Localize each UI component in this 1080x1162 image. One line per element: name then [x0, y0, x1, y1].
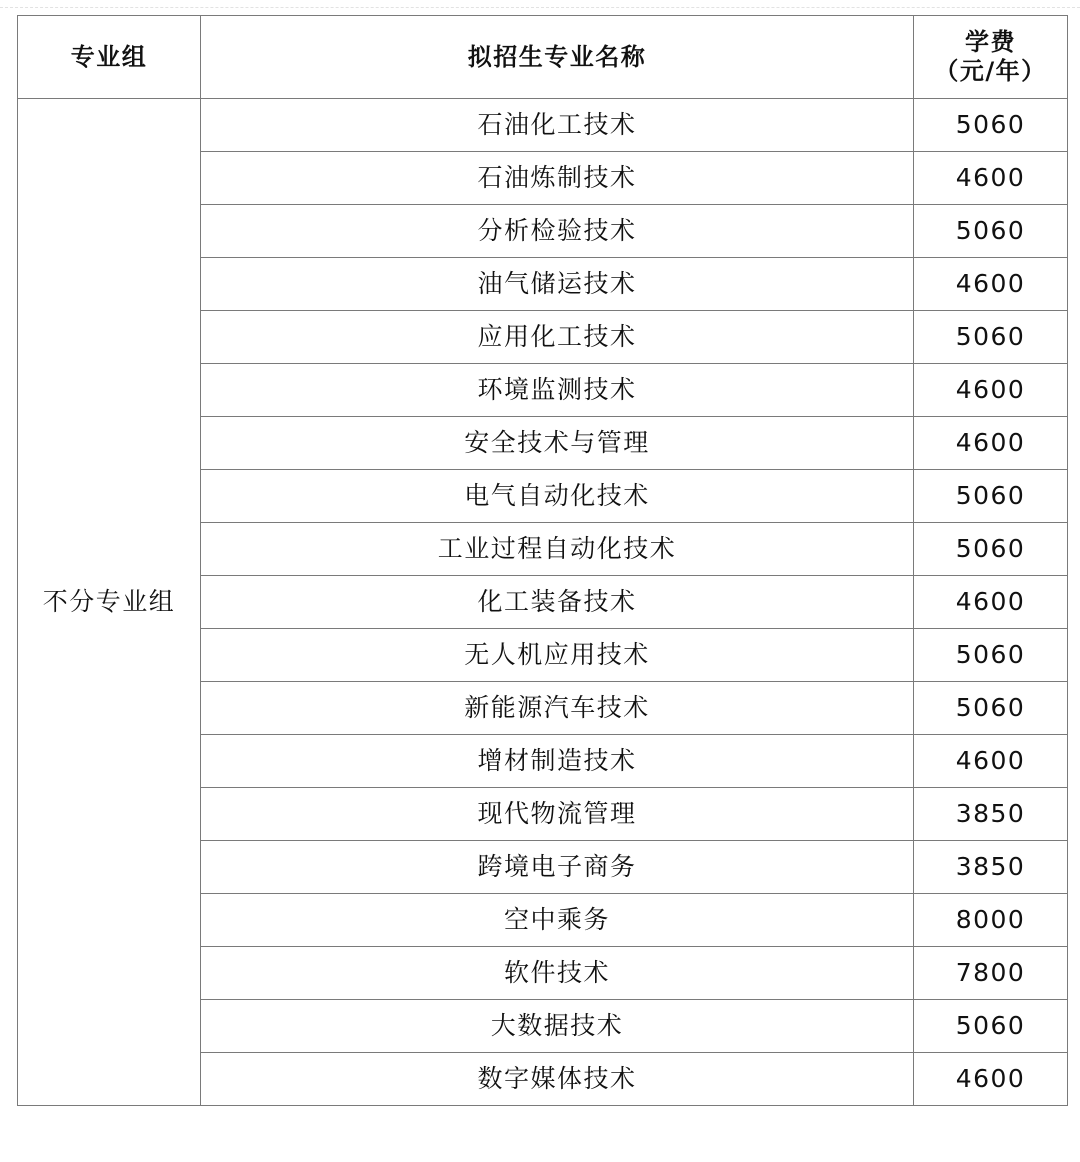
header-fee — [914, 16, 1068, 99]
major-name-cell: 化工装备技术 — [201, 576, 914, 629]
fee-cell: 5060 — [914, 311, 1068, 364]
fee-cell: 7800 — [914, 947, 1068, 1000]
fee-cell: 5060 — [914, 99, 1068, 152]
major-name-cell: 新能源汽车技术 — [201, 682, 914, 735]
fee-cell: 5060 — [914, 1000, 1068, 1053]
header-fee-line2: （元/年） — [934, 57, 1047, 85]
major-name-cell: 跨境电子商务 — [201, 841, 914, 894]
page-top-guide-line — [0, 7, 1080, 8]
major-name-cell: 电气自动化技术 — [201, 470, 914, 523]
major-name-cell: 安全技术与管理 — [201, 417, 914, 470]
major-name-cell: 现代物流管理 — [201, 788, 914, 841]
fee-cell: 3850 — [914, 788, 1068, 841]
fee-cell: 5060 — [914, 682, 1068, 735]
fee-cell: 4600 — [914, 576, 1068, 629]
fee-cell: 5060 — [914, 629, 1068, 682]
fee-cell: 4600 — [914, 152, 1068, 205]
fee-cell: 4600 — [914, 1053, 1068, 1106]
major-name-cell: 石油炼制技术 — [201, 152, 914, 205]
fee-cell: 8000 — [914, 894, 1068, 947]
tuition-fee-table — [17, 15, 1068, 1106]
major-name-cell: 油气储运技术 — [201, 258, 914, 311]
major-name-cell: 软件技术 — [201, 947, 914, 1000]
major-name-cell: 分析检验技术 — [201, 205, 914, 258]
major-name-cell: 工业过程自动化技术 — [201, 523, 914, 576]
fee-cell: 5060 — [914, 205, 1068, 258]
major-name-cell: 空中乘务 — [201, 894, 914, 947]
table-row — [18, 99, 1068, 152]
fee-cell: 4600 — [914, 735, 1068, 788]
header-row — [18, 16, 1068, 99]
major-name-cell: 环境监测技术 — [201, 364, 914, 417]
fee-cell: 4600 — [914, 364, 1068, 417]
group-cell: 不分专业组 — [18, 99, 201, 1106]
major-name-cell: 大数据技术 — [201, 1000, 914, 1053]
major-name-cell: 数字媒体技术 — [201, 1053, 914, 1106]
fee-cell: 5060 — [914, 470, 1068, 523]
major-name-cell: 无人机应用技术 — [201, 629, 914, 682]
major-name-cell: 石油化工技术 — [201, 99, 914, 152]
fee-cell: 4600 — [914, 258, 1068, 311]
fee-cell: 5060 — [914, 523, 1068, 576]
header-major-name: 拟招生专业名称 — [201, 16, 914, 99]
header-fee-line1: 学费 — [965, 28, 1016, 57]
table-header — [18, 16, 1068, 99]
fee-cell: 3850 — [914, 841, 1068, 894]
major-name-cell: 增材制造技术 — [201, 735, 914, 788]
fee-cell: 4600 — [914, 417, 1068, 470]
major-name-cell: 应用化工技术 — [201, 311, 914, 364]
table-body — [18, 99, 1068, 1106]
header-group: 专业组 — [18, 16, 201, 99]
